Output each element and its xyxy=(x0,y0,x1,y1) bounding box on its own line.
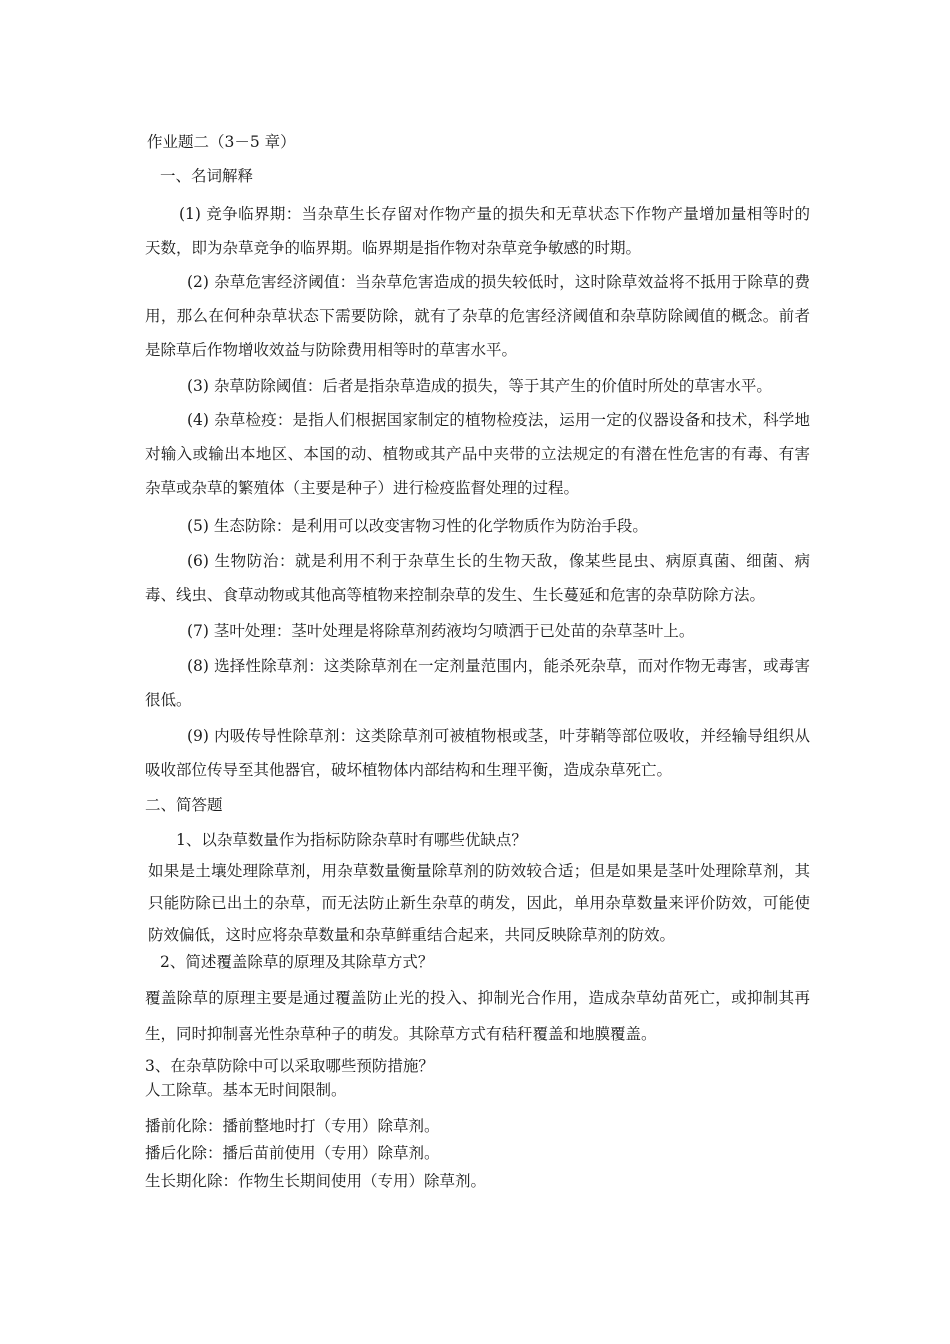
answer-1: 如果是土壤处理除草剂，用杂草数量衡量除草剂的防效较合适；但是如果是茎叶处理除草剂，其只能防除已出土的杂草，而无法防止新生杂草的萌发，因此，单用杂草数量来评价防效，可能使防效偏低，这时应将杂草数量和杂草鲜重结合起来，共同反映除草剂的防效。 xyxy=(148,862,810,944)
answer-3-line-3: 播后化除：播后苗前使用（专用）除草剂。 xyxy=(145,1144,440,1162)
term-item-8: (8) 选择性除草剂：这类除草剂在一定剂量范围内，能杀死杂草，而对作物无毒害，或毒害很低。 xyxy=(145,657,810,709)
section-heading-questions: 二、简答题 xyxy=(145,796,223,814)
section-heading-terms: 一、名词解释 xyxy=(160,167,254,185)
term-item-1: (1) 竞争临界期：当杂草生长存留对作物产量的损失和无草状态下作物产量增加量相等时的天数，即为杂草竞争的临界期。临界期是指作物对杂草竞争敏感的时期。 xyxy=(145,205,810,257)
term-item-5: (5) 生态防除：是利用可以改变害物习性的化学物质作为防治手段。 xyxy=(187,517,648,535)
document-title: 作业题二（3－5 章） xyxy=(147,133,296,151)
question-1: 1、以杂草数量作为指标防除杂草时有哪些优缺点？ xyxy=(176,831,527,849)
term-item-2: (2) 杂草危害经济阈值：当杂草危害造成的损失较低时，这时除草效益将不抵用于除草的费用，那么在何种杂草状态下需要防除，就有了杂草的危害经济阈值和杂草防除阈值的概念。前者是除草后作物增收效益与防除费用相等时的草害水平。 xyxy=(145,273,810,359)
answer-3-line-4: 生长期化除：作物生长期间使用（专用）除草剂。 xyxy=(145,1172,487,1190)
term-item-4: (4) 杂草检疫：是指人们根据国家制定的植物检疫法，运用一定的仪器设备和技术，科学地对输入或输出本地区、本国的动、植物或其产品中夹带的立法规定的有潜在性危害的有毒、有害杂草或杂草的繁殖体（主要是种子）进行检疫监督处理的过程。 xyxy=(145,411,810,497)
term-item-6: (6) 生物防治：就是利用不利于杂草生长的生物天敌，像某些昆虫、病原真菌、细菌、病毒、线虫、食草动物或其他高等植物来控制杂草的发生、生长蔓延和危害的杂草防除方法。 xyxy=(145,552,810,604)
question-2: 2、简述覆盖除草的原理及其除草方式？ xyxy=(160,953,434,971)
question-3: 3、在杂草防除中可以采取哪些预防措施？ xyxy=(145,1057,434,1075)
term-item-9: (9) 内吸传导性除草剂：这类除草剂可被植物根或茎，叶芽鞘等部位吸收，并经输导组织从吸收部位传导至其他器官，破坏植物体内部结构和生理平衡，造成杂草死亡。 xyxy=(145,727,810,779)
term-item-7: (7) 茎叶处理：茎叶处理是将除草剂药液均匀喷洒于已处苗的杂草茎叶上。 xyxy=(187,622,695,640)
answer-3-text: 人工除草。基本无时间限制。 xyxy=(145,1081,347,1099)
answer-2: 覆盖除草的原理主要是通过覆盖防止光的投入、抑制光合作用，造成杂草幼苗死亡，或抑制其再生，同时抑制喜光性杂草种子的萌发。其除草方式有秸秆覆盖和地膜覆盖。 xyxy=(145,989,810,1043)
answer-3-line-2: 播前化除：播前整地时打（专用）除草剂。 xyxy=(145,1117,440,1135)
term-item-3: (3) 杂草防除阈值：后者是指杂草造成的损失，等于其产生的价值时所处的草害水平。 xyxy=(187,377,772,395)
answer-3-line-1 xyxy=(145,1077,347,1104)
